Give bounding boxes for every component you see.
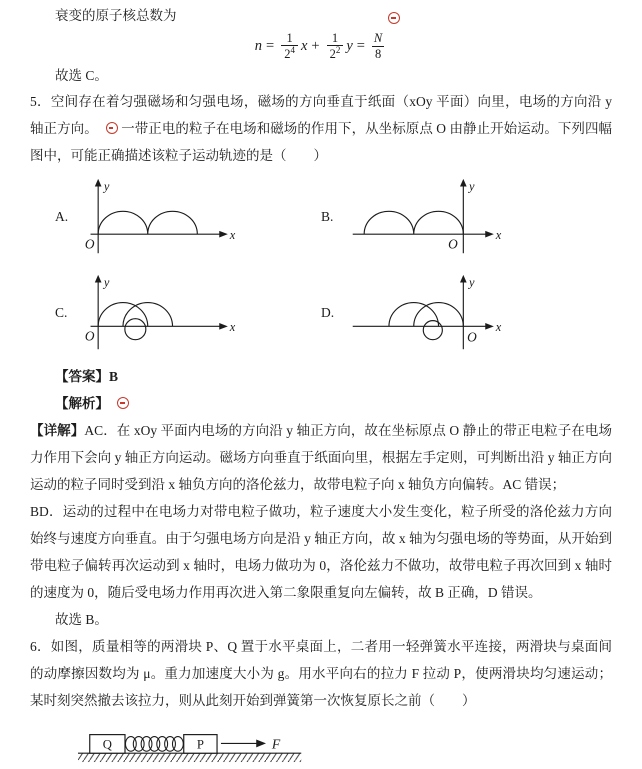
formula-equals-2: = <box>356 37 365 54</box>
y-axis-label: y <box>469 275 475 290</box>
answer-label: 【答案】 <box>55 369 109 384</box>
prev-solution-conclusion: 故选 C。 <box>55 68 108 83</box>
formula-fraction-2 <box>327 31 344 62</box>
detail-label: 【详解】 <box>30 423 85 438</box>
option-d-trajectory-diagram <box>347 271 511 355</box>
fraction-1-denominator <box>281 45 298 62</box>
prev-solution-intro-text: 衰变的原子核总数为 <box>55 8 177 23</box>
fraction-2-den-exponent: 2 <box>335 44 341 55</box>
option-d <box>321 271 612 355</box>
y-axis-label: y <box>103 275 110 290</box>
option-c-trajectory-diagram <box>81 271 245 355</box>
x-axis-label: x <box>495 320 502 335</box>
force-label: F <box>271 736 281 752</box>
formula-plus: + <box>311 37 320 54</box>
question-5-stem <box>30 88 612 169</box>
analysis-label: 【解析】 <box>55 396 109 411</box>
y-axis-label: y <box>469 179 475 194</box>
fraction-3-numerator: N <box>373 31 383 46</box>
question-5-conclusion: 故选 B。 <box>55 612 108 627</box>
y-axis-arrowhead <box>460 275 467 283</box>
fraction-2-numerator: 1 <box>331 30 339 45</box>
decay-count-formula <box>30 31 612 61</box>
formula-fraction-1 <box>281 31 298 62</box>
x-axis-arrowhead <box>485 323 494 330</box>
y-axis-arrowhead <box>95 179 102 187</box>
y-axis-label: y <box>103 179 110 194</box>
origin-label: O <box>448 236 458 252</box>
y-axis-arrowhead <box>95 275 102 283</box>
fraction-2-den-base: 2 <box>329 47 336 62</box>
option-a-label: A. <box>55 209 69 224</box>
option-c <box>30 271 321 355</box>
x-axis-label: x <box>229 320 236 335</box>
force-arrowhead <box>256 740 266 748</box>
question-6-figure <box>78 716 612 769</box>
formula-y: y <box>346 37 353 54</box>
detail-ac-text: AC．在 xOy 平面内电场的方向沿 y 轴正方向，故在坐标原点 O 静止的带正电粒子在电场力作用下会向 y 轴正方向运动。磁场方向垂直于纸面向里，根据左手定则，可判断出沿 y 轴正方向运动的粒子同时受到沿 x 轴负方向的洛伦兹力，故带电粒子向 x 轴负方向偏转。AC 错误； <box>30 423 612 492</box>
red-annotation-icon <box>388 12 400 24</box>
spring-coil <box>125 737 183 752</box>
axes <box>91 179 228 253</box>
x-axis-label: x <box>495 227 502 242</box>
block-q-label: Q <box>102 737 112 752</box>
axes <box>91 275 228 349</box>
x-axis-arrowhead <box>219 231 228 238</box>
answer-line <box>30 363 612 390</box>
option-b <box>321 175 612 259</box>
fraction-1-den-base: 2 <box>284 47 291 62</box>
detail-paragraph-bd: BD．运动的过程中在电场力对带电粒子做功，粒子速度大小发生变化，粒子所受的洛伦兹力方向始终与速度方向垂直。由于匀强电场方向是沿 y 轴正方向，故 x 轴为匀强电场的等势面，从开始到带电粒子偏转再次运动到 x 轴时，电场力做功为 0，洛伦兹力不做功，故带电粒子再次回到 x 轴时的速度为 0，随后受电场力作用再次进入第二象限重复向左偏转，故 B 正确，D 错误。 <box>30 504 612 600</box>
question-5-stem-part2: 一带正电的粒子在电场和磁场的作用下，从坐标原点 O 由静止开始运动。下列四幅图中，可能正确描述该粒子运动轨迹的是（ ） <box>30 121 613 163</box>
red-annotation-icon <box>117 397 129 409</box>
analysis-line <box>30 390 612 417</box>
x-axis-arrowhead <box>219 323 228 330</box>
fraction-2-denominator <box>327 45 344 62</box>
option-c-label: C. <box>55 305 68 320</box>
trajectory-loop <box>125 319 146 340</box>
fraction-3-denominator: 8 <box>372 46 384 61</box>
formula-fraction-3 <box>372 31 384 61</box>
red-annotation-icon <box>106 122 118 134</box>
origin-label: O <box>84 328 95 344</box>
particle-trajectory <box>364 211 463 234</box>
formula-n: n <box>254 37 263 54</box>
origin-label: O <box>84 236 95 252</box>
prev-solution-intro <box>30 4 612 28</box>
option-a <box>30 175 321 259</box>
detail-paragraph-ac <box>30 417 612 498</box>
trajectory-loop <box>423 321 442 340</box>
answer-value: B <box>109 369 119 384</box>
spring-blocks-diagram <box>78 716 313 764</box>
option-a-trajectory-diagram <box>81 175 245 259</box>
formula-equals-1: = <box>266 37 275 54</box>
origin-label: O <box>467 329 477 345</box>
block-p-label: P <box>196 737 204 752</box>
question-5-options <box>30 175 612 355</box>
question-5-stem-part1: 5．空间存在着匀强磁场和匀强电场，磁场的方向垂直于纸面（xOy 平面）向里，电场的方向沿 y 轴正方向。 <box>30 94 612 136</box>
particle-trajectory <box>98 211 197 234</box>
fraction-1-den-exponent: 4 <box>290 44 295 55</box>
x-axis-arrowhead <box>485 231 494 238</box>
option-b-label: B. <box>321 209 334 224</box>
x-axis-label: x <box>229 227 236 242</box>
formula-x: x <box>300 37 308 54</box>
option-d-label: D. <box>321 305 335 320</box>
fraction-1-numerator: 1 <box>286 30 293 45</box>
ground-hatching <box>78 753 301 762</box>
question-6-stem: 6．如图，质量相等的两滑块 P、Q 置于水平桌面上，二者用一轻弹簧水平连接，两滑块与桌面间的动摩擦因数均为 μ。重力加速度大小为 g。用水平向右的拉力 F 拉动 P，使两滑块均匀速运动；某时刻突然撤去该拉力，则从此刻开始到弹簧第一次恢复原长之前（ ） <box>30 639 612 708</box>
y-axis-arrowhead <box>460 179 467 187</box>
option-b-trajectory-diagram <box>347 175 511 259</box>
